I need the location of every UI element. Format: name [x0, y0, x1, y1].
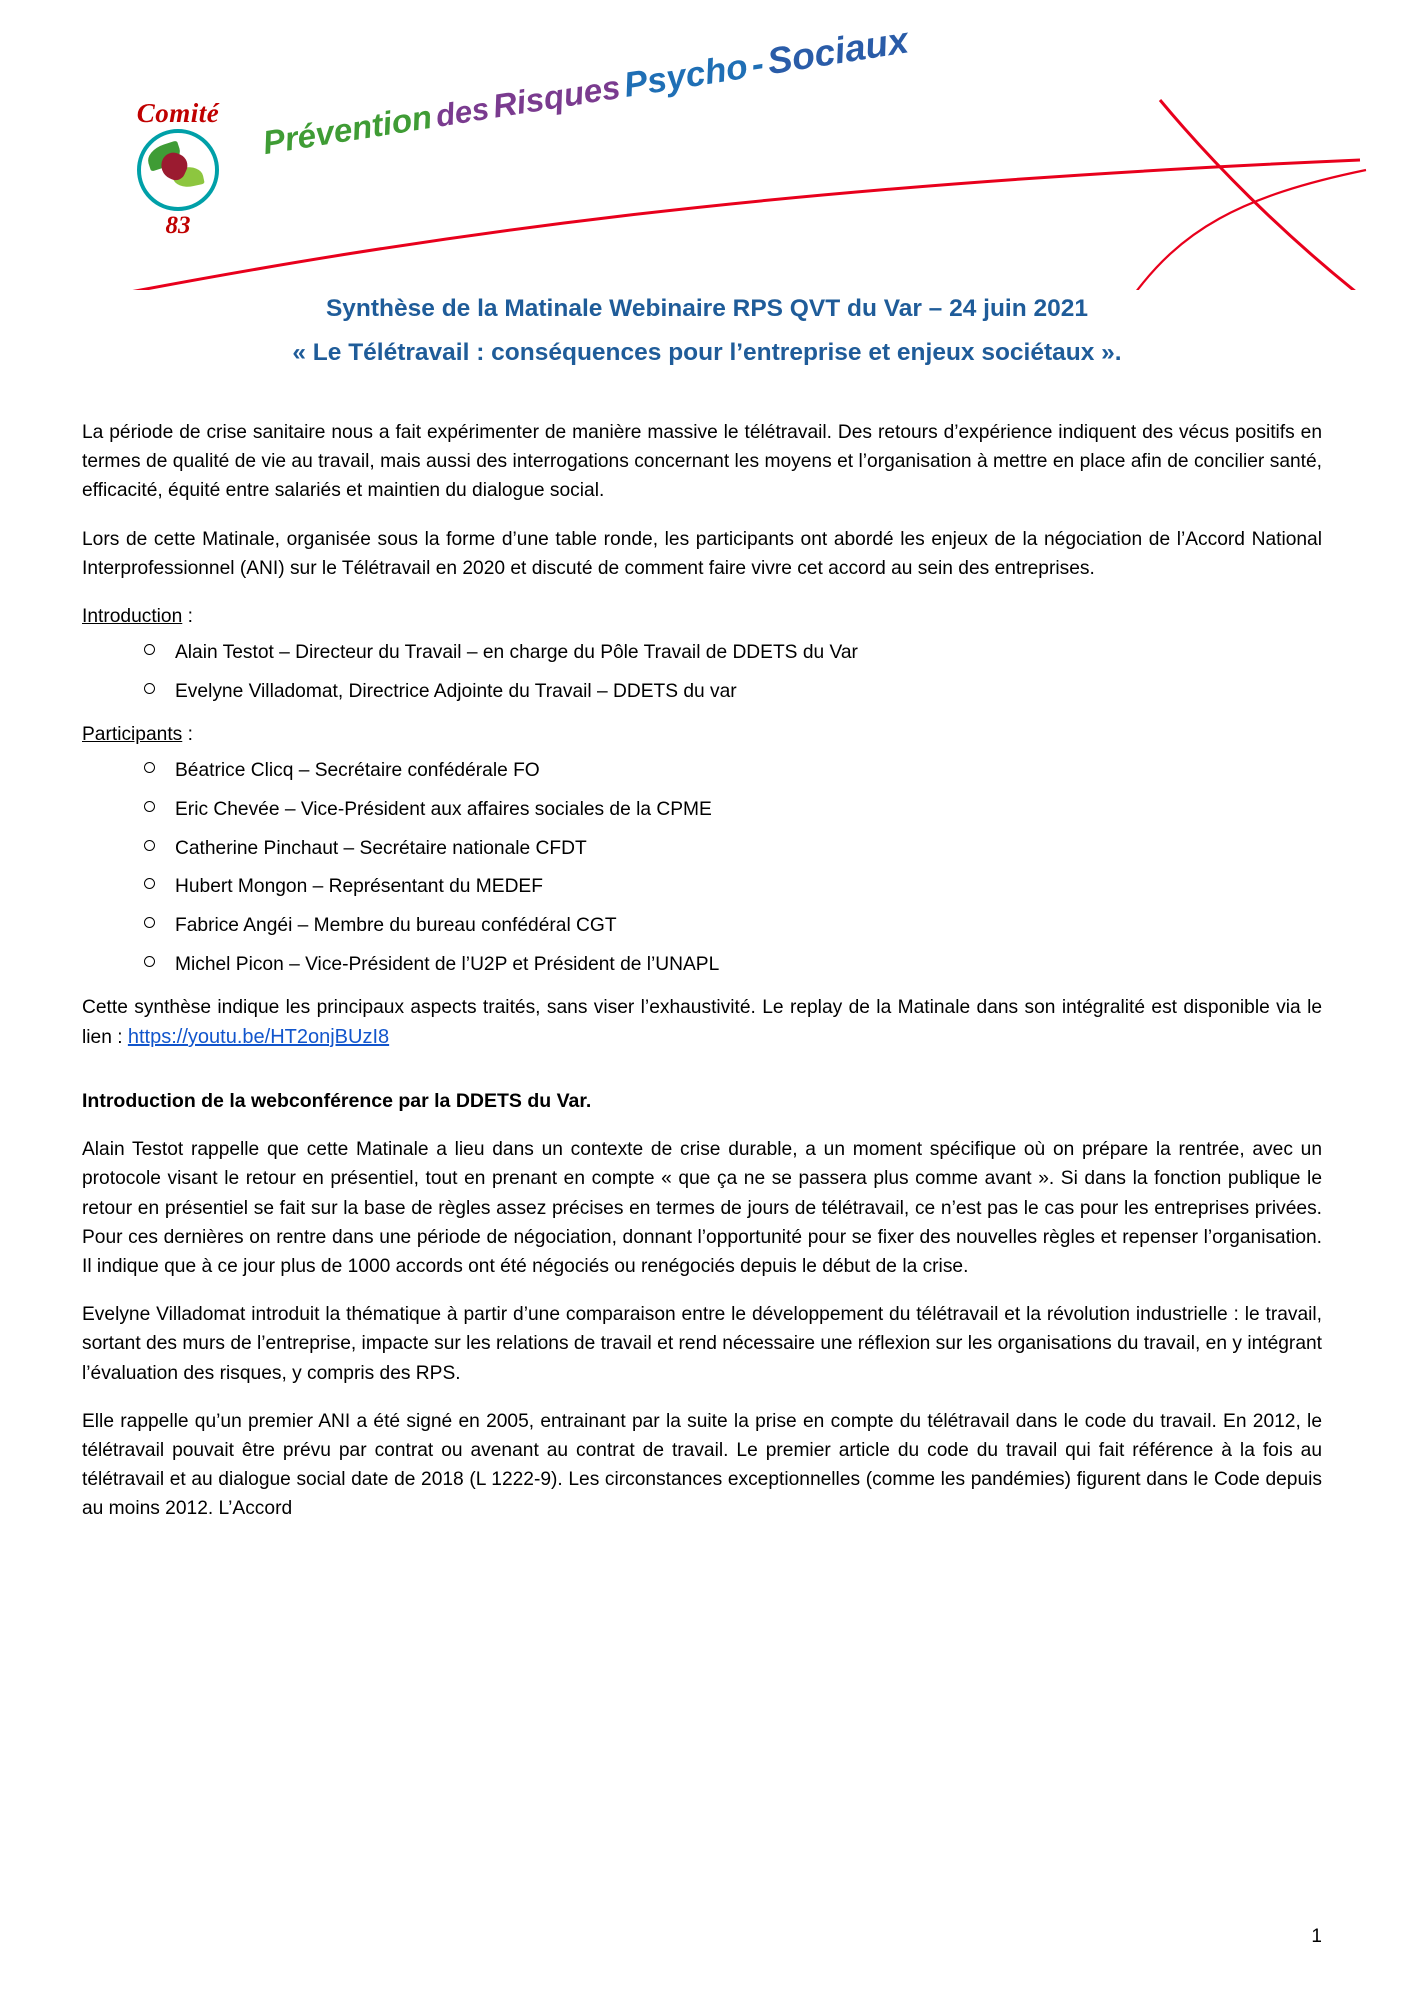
list-item — [122, 639, 1322, 667]
banner-title — [260, 12, 972, 250]
paragraph-body-3: Elle rappelle qu’un premier ANI a été signé en 2005, entrainant par la suite la prise en compte du télétravail dans le code du travail. En 2012, le télétravail pouvait être prévu par contrat ou avenant au contrat de travail. Le premier article du code du travail qui fait référence à la fois au télétravail et au dialogue social date de 2018 (L 1222-9). Les circonstances exceptionnelles (comme les pandémies) figurent dans le Code depuis au moins 2012. L’Accord — [82, 1410, 1322, 1520]
banner-word-4: - — [748, 42, 767, 85]
paragraph-replay — [82, 993, 1322, 1053]
bird-leaf-emblem-icon — [137, 129, 219, 211]
participants-label-line — [82, 720, 1322, 749]
page-title: Synthèse de la Matinale Webinaire RPS QVT du Var – 24 juin 2021 — [325, 295, 1089, 322]
page-subtitle: « Le Télétravail : conséquences pour l’entreprise et enjeux sociétaux ». — [292, 338, 1122, 366]
logo-83-text: 83 — [165, 212, 191, 239]
banner-word-3: Psycho — [621, 46, 751, 105]
list-item-label: Alain Testot – Directeur du Travail – en charge du Pôle Travail de DDETS du Var — [175, 642, 858, 664]
replay-text: Cette synthèse indique les principaux aspects traités, sans viser l’exhaustivité. Le replay de la Matinale dans son intégralité est disponible via le lien : — [82, 997, 1322, 1049]
circle-bullet-icon — [144, 917, 155, 928]
replay-link[interactable]: https://youtu.be/HT2onjBUzI8 — [127, 1026, 390, 1049]
paragraph-body-2: Evelyne Villadomat introduit la thématique à partir d’une comparaison entre le développement du télétravail et la révolution industrielle : le travail, sortant des murs de l’entreprise, impacte sur les relations de travail et rend nécessaire une réflexion sur les organisations du travail, en y intégrant l’évaluation des risques, y compris des RPS. — [82, 1304, 1322, 1384]
list-item-label: Catherine Pinchaut – Secrétaire nationale CFDT — [175, 837, 587, 859]
introduction-colon: : — [182, 605, 193, 627]
logo-comite-text: Comité — [136, 98, 220, 128]
page-number: 1 — [1311, 1926, 1322, 1947]
participants-colon: : — [182, 723, 193, 745]
list-item — [122, 951, 1322, 979]
participants-list — [82, 757, 1322, 979]
paragraph-intro-1: La période de crise sanitaire nous a fait expérimenter de manière massive le télétravail. Des retours d’expérience indiquent des vécus positifs en termes de qualité de vie au travail, mais aussi des interrogations concernant les moyens et l’organisation à mettre en place afin de concilier santé, efficacité, équité entre salariés et maintien du dialogue social. — [82, 421, 1322, 502]
circle-bullet-icon — [144, 878, 155, 889]
paragraph-intro-2: Lors de cette Matinale, organisée sous la forme d’une table ronde, les participants ont abordé les enjeux de la négociation de l’Accord National Interprofessionnel (ANI) sur le Télétravail en 2020 et discuté de comment faire vivre cet accord au sein des entreprises. — [82, 528, 1322, 579]
paragraph-body-1: Alain Testot rappelle que cette Matinale a lieu dans un contexte de crise durable, a un moment spécifique où on prépare la rentrée, avec un protocole visant le retour en présentiel, tout en prenant en compte « que ça ne se passera plus comme avant ». Si dans la fonction publique le retour en présentiel se fait sur la base de règles assez précises en termes de jours de télétravail, ce n’est pas le cas pour les entreprises privées. Pour ces dernières on rentre dans une période de négociation, donnant l’opportunité pour se fixer des nouvelles règles et repenser l’organisation. Il indique que à ce jour plus de 1000 accords ont été négociés ou renégociés depuis le début de la crise. — [82, 1139, 1322, 1277]
list-item-label: Fabrice Angéi – Membre du bureau confédéral CGT — [175, 915, 617, 937]
list-item — [122, 873, 1322, 901]
list-item-label: Béatrice Clicq – Secrétaire confédérale FO — [175, 759, 540, 781]
list-item — [122, 796, 1322, 824]
circle-bullet-icon — [144, 840, 155, 851]
document-header — [0, 0, 1414, 290]
circle-bullet-icon — [144, 683, 155, 694]
introduction-label: Introduction — [82, 605, 183, 627]
banner-word-5: Sociaux — [764, 19, 912, 83]
logo — [108, 100, 248, 238]
participants-label: Participants — [82, 723, 183, 745]
circle-bullet-icon — [144, 762, 155, 773]
list-item — [122, 678, 1322, 706]
list-item — [122, 757, 1322, 785]
section-heading: Introduction de la webconférence par la DDETS du Var. — [82, 1089, 592, 1112]
banner-word-0: Prévention — [260, 97, 435, 162]
title-block — [100, 290, 1314, 372]
document-body — [82, 418, 1322, 1524]
banner-word-2: Risques — [490, 68, 623, 125]
introduction-label-line — [82, 602, 1322, 631]
list-item-label: Evelyne Villadomat, Directrice Adjointe du Travail – DDETS du var — [175, 680, 737, 702]
banner-word-1: des — [433, 90, 492, 134]
list-item — [122, 912, 1322, 940]
list-item — [122, 835, 1322, 863]
introduction-list — [82, 639, 1322, 706]
circle-bullet-icon — [144, 801, 155, 812]
list-item-label: Eric Chevée – Vice-Président aux affaires sociales de la CPME — [175, 798, 712, 820]
circle-bullet-icon — [144, 956, 155, 967]
list-item-label: Michel Picon – Vice-Président de l’U2P et Président de l’UNAPL — [175, 954, 720, 976]
list-item-label: Hubert Mongon – Représentant du MEDEF — [175, 876, 543, 898]
circle-bullet-icon — [144, 644, 155, 655]
